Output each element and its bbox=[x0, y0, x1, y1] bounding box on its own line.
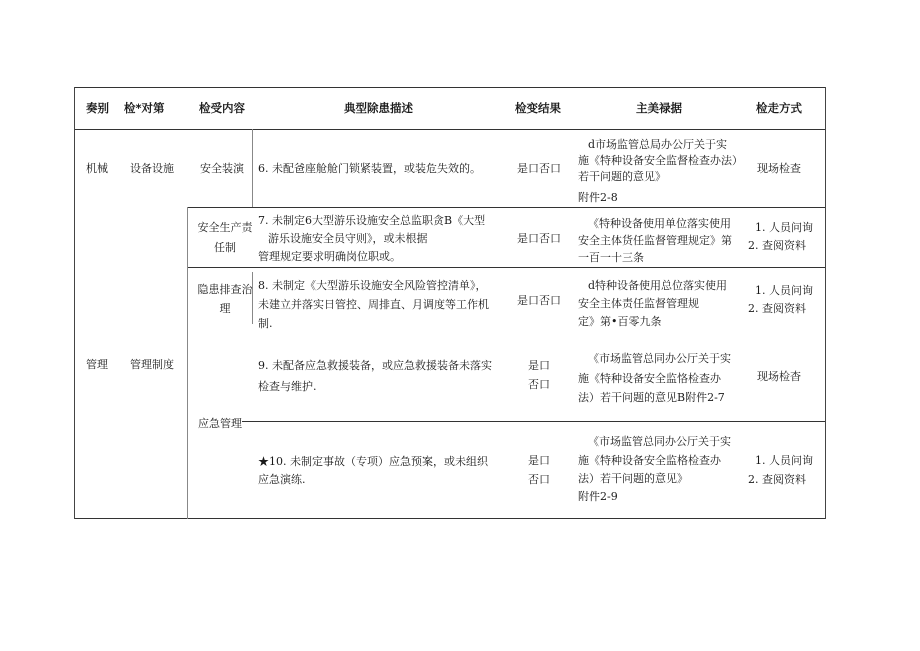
basis-line: 《市场监管总同办公厅关于实 bbox=[588, 352, 731, 365]
header-object: 检*对第 bbox=[124, 101, 165, 115]
method-line: 1. 人员问询 bbox=[755, 284, 813, 297]
result-line: 否口 bbox=[528, 378, 550, 391]
hazard-line: 制. bbox=[258, 317, 273, 330]
hazard-line: ★10. 未制定事故（专项）应急预案，或未组织 bbox=[258, 455, 488, 468]
basis-line: d市场监管总局办公厅关于实 bbox=[588, 138, 728, 151]
row-divider bbox=[187, 207, 826, 208]
method-line: 2. 查阅资料 bbox=[748, 302, 806, 315]
header-hazard: 典型除患描述 bbox=[344, 101, 413, 115]
basis-line: 定》第•百零九条 bbox=[578, 315, 662, 328]
content-line: 安全生产责 bbox=[197, 221, 253, 234]
hazard-line: 未建立并落实日管控、周排直、月调度等工作机 bbox=[258, 298, 489, 311]
header-content: 检受内容 bbox=[199, 101, 245, 115]
hazard-line: 游乐设施安全员守则》，或未根据 bbox=[268, 232, 428, 245]
basis-line: 附件2-8 bbox=[578, 191, 618, 204]
content-cell: 应急管理 bbox=[198, 417, 242, 430]
result-cell: 是口否口 bbox=[517, 294, 561, 307]
method-line: 1. 人员问询 bbox=[755, 454, 813, 467]
method-line: 1. 人员问询 bbox=[755, 221, 813, 234]
header-method: 检走方式 bbox=[756, 101, 802, 115]
method-cell: 现场检查 bbox=[757, 162, 801, 175]
hazard-line: 9. 未配备应急救援装备，或应急救援装备未落实 bbox=[258, 359, 492, 372]
basis-line: 《市场监管总同办公厅关于实 bbox=[588, 435, 731, 448]
hazard-line: 7. 未制定6大型游乐设施安全总监职贪B《大型 bbox=[258, 214, 486, 227]
object-equipment: 设备设施 bbox=[130, 162, 174, 175]
basis-line: 施《特种设备安全监格检查办 bbox=[578, 454, 721, 467]
basis-line: d特种设备使用总位落实使用 bbox=[588, 279, 728, 292]
result-line: 否口 bbox=[528, 473, 550, 486]
result-cell: 是口否口 bbox=[517, 232, 561, 245]
basis-line: 附件2-9 bbox=[578, 490, 618, 503]
hazard-line: 8. 未制定《大型游乐设施安全风险管控清单》， bbox=[258, 279, 487, 292]
result-line: 是口 bbox=[528, 359, 550, 372]
basis-line: 施《特种设备安全监恪检查办 bbox=[578, 372, 721, 385]
basis-line: 法）若干问题的意见B附件2-7 bbox=[578, 391, 725, 404]
content-line: 隐患排查治 bbox=[197, 283, 253, 296]
basis-line: 一百一十三条 bbox=[578, 251, 644, 264]
hazard-line: 检查与维护. bbox=[258, 380, 317, 393]
row-divider bbox=[187, 267, 826, 268]
header-basis: 主美禄据 bbox=[636, 101, 682, 115]
basis-line: 《特种设备使用单位落实使用 bbox=[588, 217, 731, 230]
table-left-border bbox=[74, 87, 75, 519]
hazard-line: 管理规定要求明确岗位职或。 bbox=[258, 250, 401, 263]
header-bottom-border bbox=[74, 129, 826, 130]
basis-line: 安全主体责任监督管理规 bbox=[578, 297, 699, 310]
row-divider bbox=[242, 421, 826, 422]
result-cell: 是口否口 bbox=[517, 162, 561, 175]
category-machinery: 机械 bbox=[86, 162, 108, 175]
column-divider bbox=[187, 207, 188, 519]
basis-line: 若干问题的意见》 bbox=[578, 170, 666, 183]
basis-line: 法）若干问题的意见》 bbox=[578, 472, 688, 485]
table-right-border bbox=[825, 87, 826, 519]
content-cell: 安全装演 bbox=[200, 162, 244, 175]
header-category: 奏别 bbox=[86, 101, 109, 115]
hazard-line: 6. 未配爸座舱舱门锁紧装置，或装危失效的。 bbox=[258, 162, 481, 175]
object-system: 管理制度 bbox=[130, 358, 174, 371]
method-line: 2. 查阅资料 bbox=[748, 239, 806, 252]
header-result: 检变结果 bbox=[515, 101, 561, 115]
inspection-table bbox=[74, 87, 826, 519]
category-management: 管理 bbox=[86, 358, 108, 371]
result-line: 是口 bbox=[528, 454, 550, 467]
content-line: 理 bbox=[219, 302, 231, 315]
table-top-border bbox=[74, 87, 826, 88]
method-cell: 现场检杳 bbox=[757, 370, 801, 383]
content-line: 任制 bbox=[214, 241, 236, 254]
basis-line: 安全主体货任监督管理规定》第 bbox=[578, 234, 732, 247]
method-line: 2. 查阅资料 bbox=[748, 473, 806, 486]
column-divider bbox=[252, 129, 253, 207]
basis-line: 施《特种设备安全监督检查办法） bbox=[578, 154, 743, 167]
hazard-line: 应急演练. bbox=[258, 473, 306, 486]
